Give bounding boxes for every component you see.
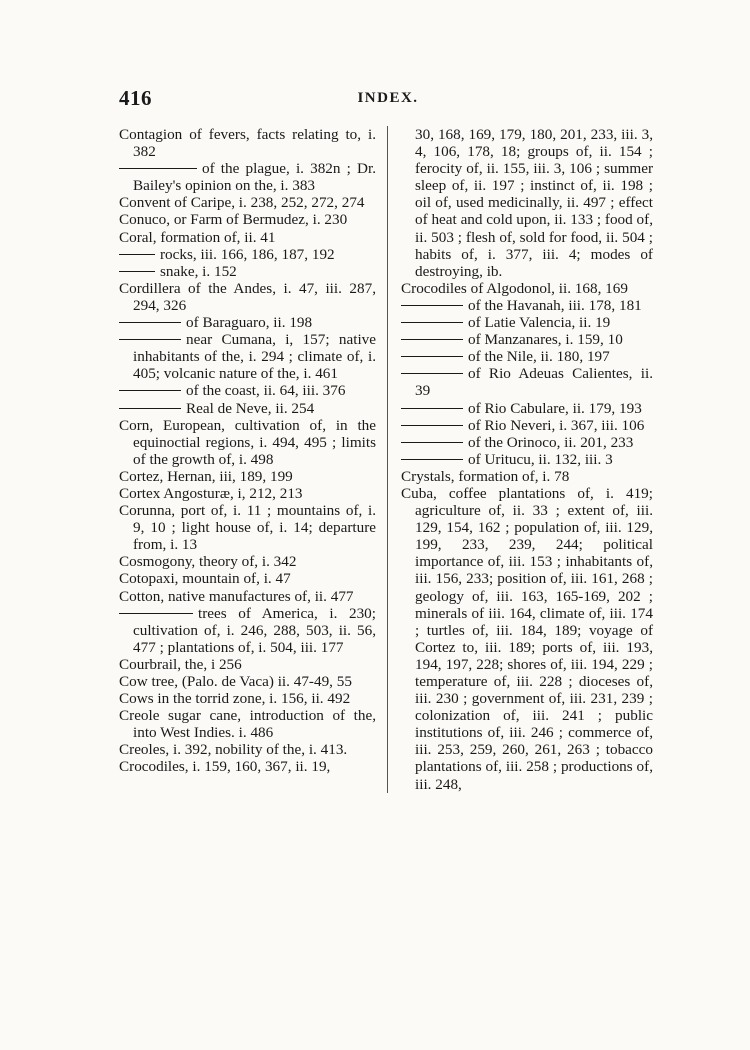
index-subentry <box>401 348 653 365</box>
index-entry <box>401 485 653 793</box>
index-entry <box>119 126 376 160</box>
ditto-rule <box>401 408 463 409</box>
entry-text: Cotopaxi, mountain of, i. 47 <box>119 570 291 588</box>
entry-text: trees of America, i. 230; cultivation of, i. 246, 288, 503, ii. 56, 477 ; plantations of, i. 504, iii. 177 <box>133 604 376 656</box>
index-subentry <box>401 400 653 417</box>
entry-text: Cordillera of the Andes, i. 47, iii. 287, 294, 326 <box>119 279 376 314</box>
entry-text: Convent of Caripe, i. 238, 252, 272, 274 <box>119 194 365 212</box>
index-subentry <box>119 331 376 382</box>
entry-text: of Rio Cabulare, ii. 179, 193 <box>468 399 642 417</box>
index-subentry <box>119 314 376 331</box>
ditto-rule <box>401 356 463 357</box>
index-entry <box>119 211 376 228</box>
index-subentry <box>401 451 653 468</box>
entry-text: Crystals, formation of, i. 78 <box>401 467 570 485</box>
index-entry <box>119 690 376 707</box>
entry-text: Cosmogony, theory of, i. 342 <box>119 553 297 571</box>
ditto-rule <box>119 271 155 272</box>
ditto-rule <box>401 305 463 306</box>
entry-text: Courbrail, the, i 256 <box>119 655 242 673</box>
entry-text: of Rio Adeuas Calientes, ii. 39 <box>415 365 653 400</box>
index-entry <box>119 417 376 468</box>
entry-text: near Cumana, i, 157; native inhabitants of the, i. 294 ; climate of, i. 405; volcanic nature of the, i. 461 <box>133 331 376 383</box>
ditto-rule <box>401 459 463 460</box>
page-number: 416 <box>119 86 152 110</box>
index-subentry <box>401 297 653 314</box>
entry-text: Coral, formation of, ii. 41 <box>119 228 276 246</box>
index-subentry <box>401 314 653 331</box>
entry-text: Contagion of fevers, facts relating to, i. 382 <box>119 126 376 161</box>
entry-text: Cow tree, (Palo. de Vaca) ii. 47-49, 55 <box>119 673 352 690</box>
entry-text: Creoles, i. 392, nobility of the, i. 413. <box>119 741 348 759</box>
index-entry <box>119 758 376 775</box>
ditto-rule <box>119 254 155 255</box>
ditto-rule <box>401 339 463 340</box>
ditto-rule <box>401 373 463 374</box>
entry-text: of Rio Neveri, i. 367, iii. 106 <box>468 416 645 434</box>
index-entry <box>119 468 376 485</box>
index-entry <box>119 588 376 605</box>
index-entry <box>401 126 653 280</box>
ditto-rule <box>119 408 181 409</box>
right-column <box>387 126 653 793</box>
index-entry <box>401 280 653 297</box>
index-subentry <box>119 400 376 417</box>
entry-text: Cortez, Hernan, iii, 189, 199 <box>119 467 293 485</box>
left-column <box>119 126 376 776</box>
entry-text: Crocodiles of Algodonol, ii. 168, 169 <box>401 279 628 297</box>
index-subentry <box>119 160 376 194</box>
entry-text: Cortex Angosturæ, i, 212, 213 <box>119 484 303 502</box>
entry-text: of the Nile, ii. 180, 197 <box>468 348 610 366</box>
ditto-rule <box>119 613 193 614</box>
index-subentry <box>401 365 653 399</box>
ditto-rule <box>119 390 181 391</box>
entry-text: of the plague, i. 382n ; Dr. Bailey's opinion on the, i. 383 <box>133 160 376 195</box>
entry-text: Corunna, port of, i. 11 ; mountains of, i. 9, 10 ; light house of, i. 14; departure from, i. 13 <box>119 502 376 554</box>
index-subentry <box>119 246 376 263</box>
ditto-rule <box>119 168 197 169</box>
ditto-rule <box>119 322 181 323</box>
entry-text: Cotton, native manufactures of, ii. 477 <box>119 587 354 605</box>
entry-text: Corn, European, cultivation of, in the equinoctial regions, i. 494, 495 ; limits of the growth of, i. 498 <box>119 416 376 468</box>
entry-text: of the Orinoco, ii. 201, 233 <box>468 433 634 451</box>
entry-text: 30, 168, 169, 179, 180, 201, 233, iii. 3, 4, 106, 178, 18; groups of, ii. 154 ; ferocity of, ii. 155, iii. 3, 106 ; summer sleep of, ii. 197 ; instinct of, ii. 198 ; oil of, used medicinally, ii. 497 ; effect of heat and cold upon, ii. 133 ; food of, ii. 503 ; flesh of, sold for food, ii. 504 ; habits of, i. 377, iii. 4; modes of destroying, ib. <box>415 126 653 280</box>
index-entry <box>119 485 376 502</box>
entry-text: of Latie Valencia, ii. 19 <box>468 314 611 332</box>
ditto-rule <box>401 322 463 323</box>
index-subentry <box>401 331 653 348</box>
entry-text: of the coast, ii. 64, iii. 376 <box>186 382 346 400</box>
index-entry <box>119 553 376 570</box>
ditto-rule <box>401 442 463 443</box>
entry-text: snake, i. 152 <box>160 262 237 280</box>
index-entry <box>119 741 376 758</box>
index-entry <box>119 656 376 673</box>
index-entry <box>119 280 376 314</box>
entry-text: Conuco, or Farm of Bermudez, i. 230 <box>119 211 348 229</box>
entry-text: Real de Neve, ii. 254 <box>186 399 315 417</box>
ditto-rule <box>401 425 463 426</box>
index-entry <box>119 673 376 690</box>
index-subentry <box>119 263 376 280</box>
index-entry <box>119 570 376 587</box>
index-entry <box>119 502 376 553</box>
entry-text: Crocodiles, i. 159, 160, 367, ii. 19, <box>119 758 331 776</box>
index-entry <box>119 707 376 741</box>
entry-text: rocks, iii. 166, 186, 187, 192 <box>160 245 335 263</box>
entry-text: Creole sugar cane, introduction of the, into West Indies. i. 486 <box>119 707 376 742</box>
entry-text: of Baraguaro, ii. 198 <box>186 314 313 332</box>
entry-text: Cuba, coffee plantations of, i. 419; agriculture of, ii. 33 ; extent of, iii. 129, 154, 162 ; population of, iii. 129, 199, 233, 239, 244; political importance of, iii. 153 ; inhabitants of, iii. 156, 233; position of, iii. 161, 268 ; geology of, iii. 163, 165-169, 202 ; minerals of iii. 164, climate of, iii. 174 ; turtles of, iii. 184, 189; voyage of Cortez to, iii. 189; ports of, iii. 193, 194, 197, 228; shores of, iii. 194, 229 ; temperature of, iii. 228 ; dioceses of, iii. 230 ; government of, iii. 231, 239 ; colonization of, iii. 241 ; public institutions of, iii. 246 ; commerce of, iii. 253, 259, 260, 261, 263 ; tobacco plantations of, iii. 258 ; productions of, iii. 248, <box>401 484 653 793</box>
entry-text: Cows in the torrid zone, i. 156, ii. 492 <box>119 690 351 708</box>
entry-text: of Uritucu, ii. 132, iii. 3 <box>468 450 613 468</box>
running-head: INDEX. <box>357 90 419 106</box>
entry-text: of Manzanares, i. 159, 10 <box>468 331 623 349</box>
index-subentry <box>119 382 376 399</box>
entry-text: of the Havanah, iii. 178, 181 <box>468 296 642 314</box>
index-subentry <box>119 605 376 656</box>
index-entry <box>119 194 376 211</box>
ditto-rule <box>119 339 181 340</box>
index-subentry <box>401 434 653 451</box>
index-subentry <box>401 417 653 434</box>
index-entry <box>401 468 653 485</box>
index-entry <box>119 229 376 246</box>
